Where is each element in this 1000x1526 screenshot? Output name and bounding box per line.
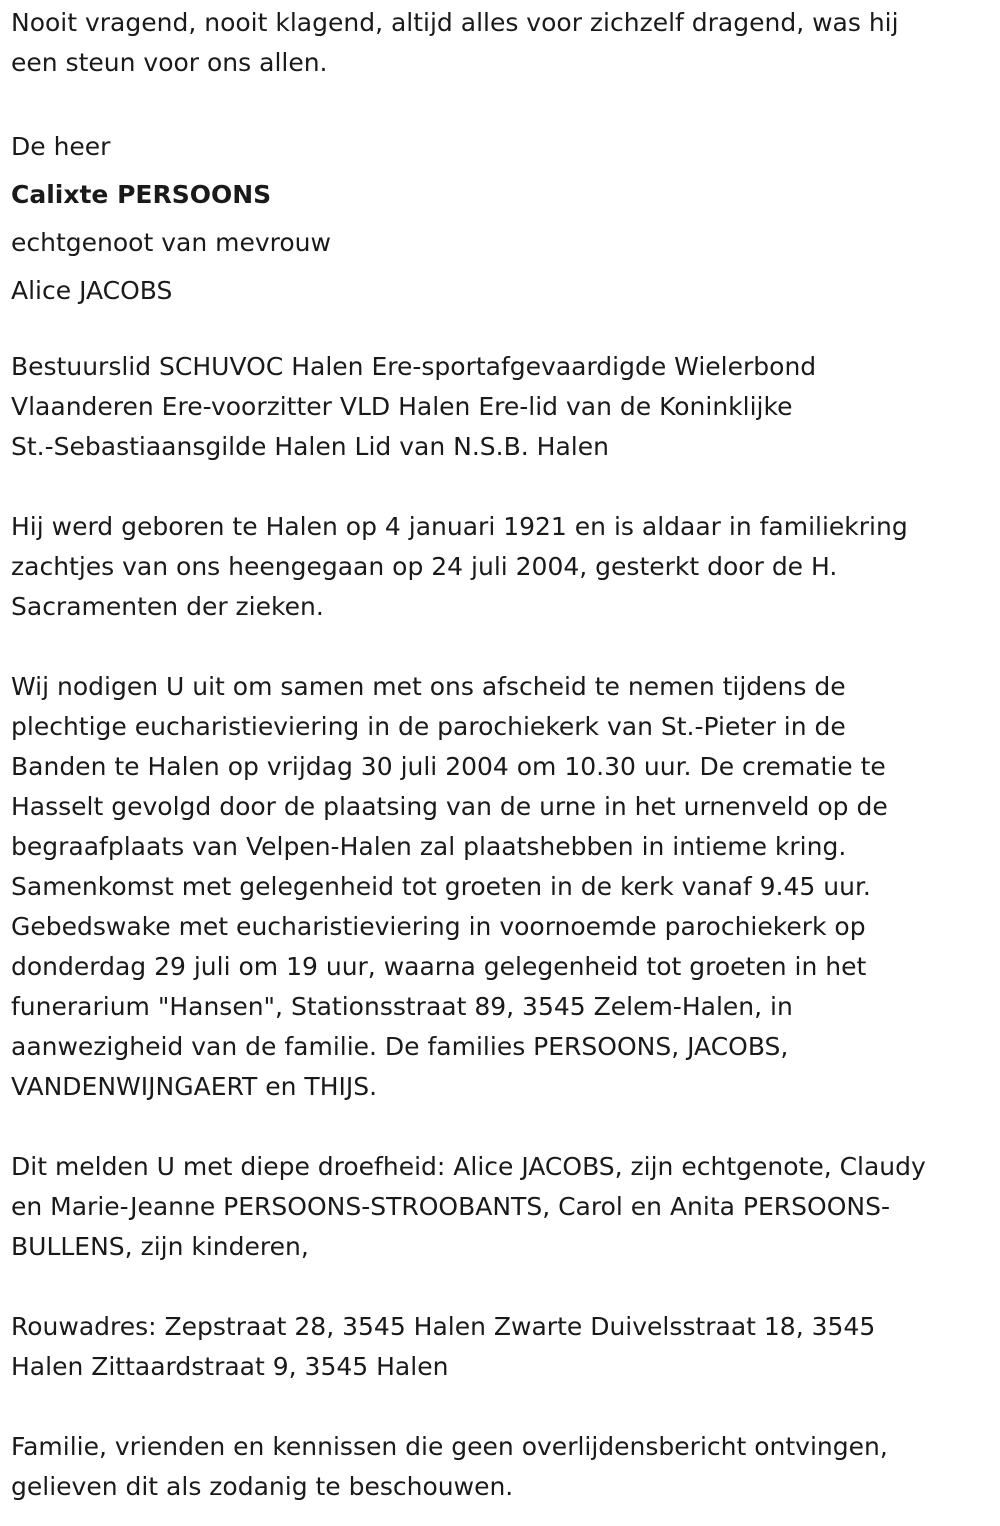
birth-death-paragraph: Hij werd geboren te Halen op 4 januari 1921 en is aldaar in familiekring zachtjes van ons heengegaan op 24 juli 2004, gesterkt door de H. Sacramenten der zieken. (11, 512, 908, 621)
spacer (11, 1107, 989, 1147)
deceased-name: Calixte PERSOONS (11, 180, 272, 209)
functions-paragraph: Bestuurslid SCHUVOC Halen Ere-sportafgevaardigde Wielerbond Vlaanderen Ere-voorzitter VLD Halen Ere-lid van de Koninklijke St.-Sebastiaansgilde Halen Lid van N.S.B. Halen (11, 352, 817, 461)
spacer (11, 83, 989, 123)
salutation: De heer (11, 132, 111, 161)
spacer (11, 627, 989, 667)
spacer (11, 315, 989, 347)
spacer (11, 467, 989, 507)
spouse-label: echtgenoot van mevrouw (11, 228, 331, 257)
spouse-name: Alice JACOBS (11, 276, 173, 305)
ceremony-paragraph: Wij nodigen U uit om samen met ons afscheid te nemen tijdens de plechtige eucharistieviering in de parochiekerk van St.-Pieter in de Banden te Halen op vrijdag 30 juli 2004 om 10.30 uur. De crematie te Hasselt gevolgd door de plaatsing van de urne in het urnenveld op de begraafplaats van Velpen-Halen zal plaatshebben in intieme kring. Samenkomst met gelegenheid tot groeten in de kerk vanaf 9.45 uur. Gebedswake met eucharistieviering in voornoemde parochiekerk op donderdag 29 juli om 19 uur, waarna gelegenheid tot groeten in het funerarium "Hansen", Stationsstraat 89, 3545 Zelem-Halen, in aanwezigheid van de familie. De families PERSOONS, JACOBS, VANDENWIJNGAERT en THIJS. (11, 672, 888, 1101)
mourning-address: Rouwadres: Zepstraat 28, 3545 Halen Zwarte Duivelsstraat 18, 3545 Halen Zittaardstraat 9, 3545 Halen (11, 1312, 876, 1381)
spacer (11, 1387, 989, 1427)
closing-paragraph: Familie, vrienden en kennissen die geen overlijdensbericht ontvingen, gelieven dit als zodanig te beschouwen. (11, 1432, 888, 1501)
opening-quote: Nooit vragend, nooit klagend, altijd alles voor zichzelf dragend, was hij een steun voor ons allen. (11, 8, 899, 77)
announcement-paragraph: Dit melden U met diepe droefheid: Alice JACOBS, zijn echtgenote, Claudy en Marie-Jeanne PERSOONS-STROOBANTS, Carol en Anita PERSOONS- BULLENS, zijn kinderen, (11, 1152, 926, 1261)
spacer (11, 1267, 989, 1307)
